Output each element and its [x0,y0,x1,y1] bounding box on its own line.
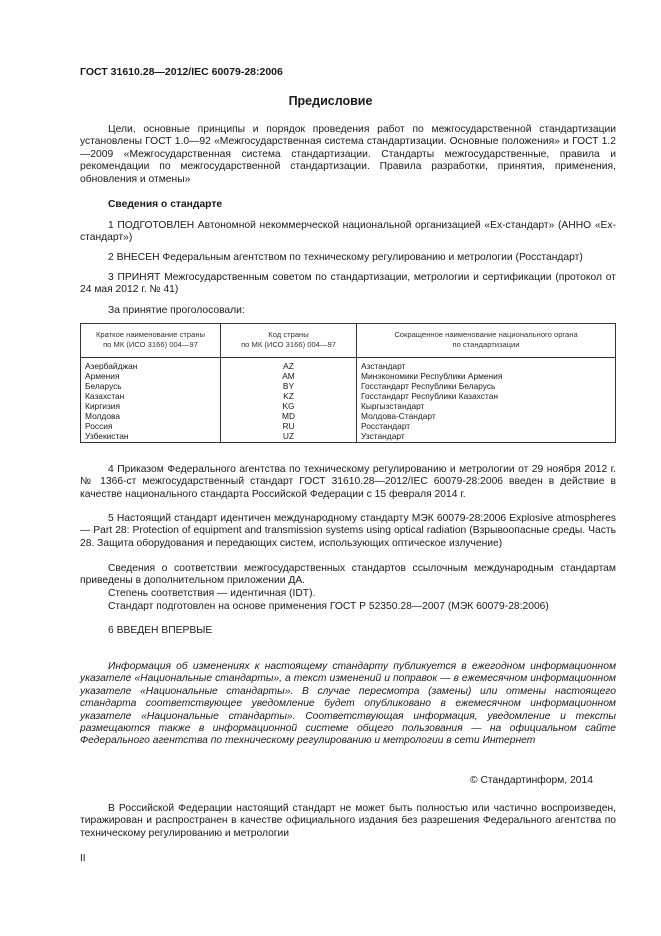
code-cell: BY [221,381,357,391]
country-cell: Россия [81,421,221,431]
country-cell: Казахстан [81,391,221,401]
page-number: II [80,853,86,864]
vote-intro: За принятие проголосовали: [108,305,245,316]
code-cell: AM [221,371,357,381]
body-cell: Минэкономики Республики Армения [357,371,616,381]
body-cell: Госстандарт Республики Беларусь [357,381,616,391]
country-cell: Азербайджан [81,358,221,372]
country-cell: Беларусь [81,381,221,391]
body-cell: Азстандарт [357,358,616,372]
table-row [81,401,616,411]
code-cell: KG [221,401,357,411]
document-header: ГОСТ 31610.28—2012/IEC 60079-28:2006 [80,66,283,78]
notice-paragraph: Информация об изменениях к настоящему стандарту публикуется в ежегодном информационном указателе «Национальные стандарты», а текст изменений и поправок — в ежемесячном информационном указателе «Национальные стандарты». В случае пересмотра (замены) или отмены настоящего стандарта соответствующее уведомление будет опубликовано в ежемесячном информационном указателе «Национальные стандарты». Соответствующая информация, уведомление и тексты размещаются также в информационной системе общего пользования — на официальном сайте Федерального агентства по техническому регулированию и метрологии в сети Интернет [80,661,616,747]
col-header-body: Сокращенное наименование национального органа по стандартизации [357,324,616,358]
code-cell: RU [221,421,357,431]
table-row [81,371,616,381]
item-3-paragraph: 3 ПРИНЯТ Межгосударственным советом по стандартизации, метрологии и сертификации (протокол от 24 мая 2012 г. № 41) [80,272,616,296]
body-cell: Кыргызстандарт [357,401,616,411]
voting-table [80,323,616,443]
intro-paragraph: Цели, основные принципы и порядок проведения работ по межгосударственной стандартизации установлены ГОСТ 1.0—92 «Межгосударственная система стандартизации. Основные положения» и ГОСТ 1.2—2009 «Межгосударственная система стандартизации. Стандарты межгосударственные, правила и рекомендации по межгосударственной стандартизации. Правила разработки, принятия, применения, обновления и отмены» [80,124,616,185]
country-cell: Молдова [81,411,221,421]
legal-paragraph: В Российской Федерации настоящий стандарт не может быть полностью или частично воспроизведен, тиражирован и распространен в качестве официального издания без разрешения Федерального агентства по техническому регулированию и метрологии [80,803,616,839]
table-row [81,431,616,443]
table-row [81,381,616,391]
item-5-paragraph: 5 Настоящий стандарт идентичен международному стандарту МЭК 60079-28:2006 Explosive atmospheres — Part 28: Protection of equipment and transmission systems using optical radiation (Взрывоопасные среды. Часть 28. Защита оборудования и передающих систем, использующих оптическое излучение) [80,513,616,549]
item-6-paragraph: 6 ВВЕДЕН ВПЕРВЫЕ [108,625,213,636]
item-4-paragraph: 4 Приказом Федерального агентства по техническому регулированию и метрологии от 29 ноября 2012 г. № 1366-ст межгосударственный стандарт ГОСТ 31610.28—2012/IEC 60079-28:2006 введен в действие в качестве национального стандарта Российской Федерации с 15 февраля 2014 г. [80,464,616,500]
country-cell: Узбекистан [81,431,221,443]
item-2-paragraph: 2 ВНЕСЕН Федеральным агентством по техническому регулированию и метрологии (Росстандарт) [108,252,583,263]
code-cell: KZ [221,391,357,401]
item-5-references: Сведения о соответствии межгосударственных стандартов ссылочным международным стандартам приведены в дополнительном приложении ДА. [80,563,616,587]
page-title: Предисловие [288,94,373,108]
body-cell: Росстандарт [357,421,616,431]
code-cell: MD [221,411,357,421]
code-cell: UZ [221,431,357,443]
table-row [81,391,616,401]
body-cell: Молдова-Стандарт [357,411,616,421]
item-5-basis: Стандарт подготовлен на основе применения ГОСТ Р 52350.28—2007 (МЭК 60079-28:2006) [108,601,549,612]
code-cell: AZ [221,358,357,372]
table-row [81,358,616,372]
table-header-row [81,324,616,358]
table-row [81,411,616,421]
table-row [81,421,616,431]
country-cell: Армения [81,371,221,381]
section-heading: Сведения о стандарте [108,199,223,210]
item-5-degree: Степень соответствия — идентичная (IDT). [108,588,316,599]
col-header-country: Краткое наименование страны по МК (ИСО 3166) 004—97 [81,324,221,358]
body-cell: Узстандарт [357,431,616,443]
country-cell: Киргизия [81,401,221,411]
col-header-code: Код страны по МК (ИСО 3166) 004—97 [221,324,357,358]
copyright-line: © Стандартинформ, 2014 [470,775,593,786]
body-cell: Госстандарт Республики Казахстан [357,391,616,401]
item-1-paragraph: 1 ПОДГОТОВЛЕН Автономной некоммерческой национальной организацией «Ех-стандарт» (АННО «Ех-стандарт») [80,220,616,244]
